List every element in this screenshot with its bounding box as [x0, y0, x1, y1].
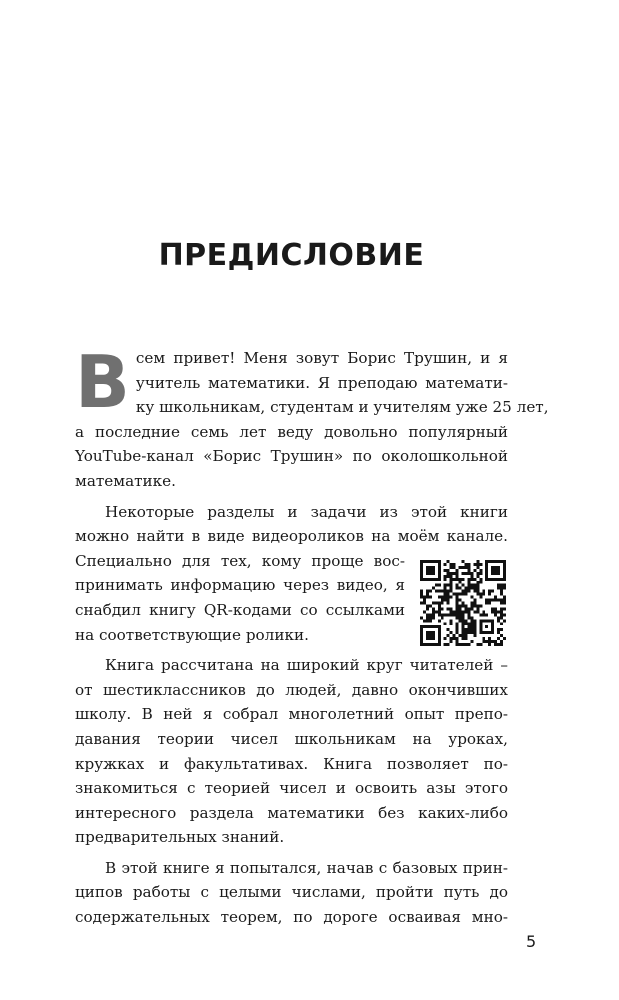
- text-line: ку школьникам, студентам и учителям уже 25 лет,: [135, 398, 549, 417]
- text-line: на соответствующие ролики.: [75, 625, 309, 644]
- paragraph-audience: [75, 653, 508, 850]
- text-line: Специально для тех, кому проще вос-: [75, 551, 405, 570]
- text-line: предварительных знаний.: [75, 828, 285, 847]
- paragraph-approach: [75, 856, 508, 930]
- text-line: математике.: [75, 471, 176, 490]
- text-line: Некоторые разделы и задачи из этой книги: [105, 502, 508, 521]
- text-line: ципов работы с целыми числами, пройти путь до: [75, 883, 508, 902]
- text-line: YouTube-канал «Борис Трушин» по околошкольной: [75, 447, 508, 466]
- text-line: содержательных теорем, по дороге осваивая мно-: [75, 908, 508, 927]
- text-line: кружках и факультативах. Книга позволяет по-: [75, 754, 508, 773]
- page-number: 5: [526, 932, 537, 951]
- qr-code-icon[interactable]: [418, 560, 508, 646]
- text-line: от шестиклассников до людей, давно окончивших: [75, 680, 508, 699]
- page-title: ПРЕДИСЛОВИЕ: [158, 238, 425, 273]
- paragraph-intro: [75, 340, 549, 494]
- text-line: учитель математики. Я преподаю математи-: [135, 373, 508, 392]
- text-line: можно найти в виде видеороликов на моём канале.: [75, 527, 508, 546]
- text-line: интересного раздела математики без каких-либо: [75, 803, 508, 822]
- text-line: Книга рассчитана на широкий круг читателей –: [105, 656, 508, 675]
- text-line: знакомиться с теорией чисел и освоить азы этого: [75, 779, 508, 798]
- text-line: а последние семь лет веду довольно популярный: [75, 422, 508, 441]
- drop-cap: В: [75, 340, 130, 424]
- text-line: принимать информацию через видео, я: [75, 576, 405, 595]
- text-line: сем привет! Меня зовут Борис Трушин, и я: [135, 349, 508, 367]
- text-line: школу. В ней я собрал многолетний опыт препо-: [75, 705, 508, 724]
- text-line: давания теории чисел школьникам на уроках,: [75, 729, 508, 748]
- text-line: снабдил книгу QR-кодами со ссылками: [75, 600, 405, 619]
- text-line: В этой книге я попытался, начав с базовых прин-: [105, 858, 508, 877]
